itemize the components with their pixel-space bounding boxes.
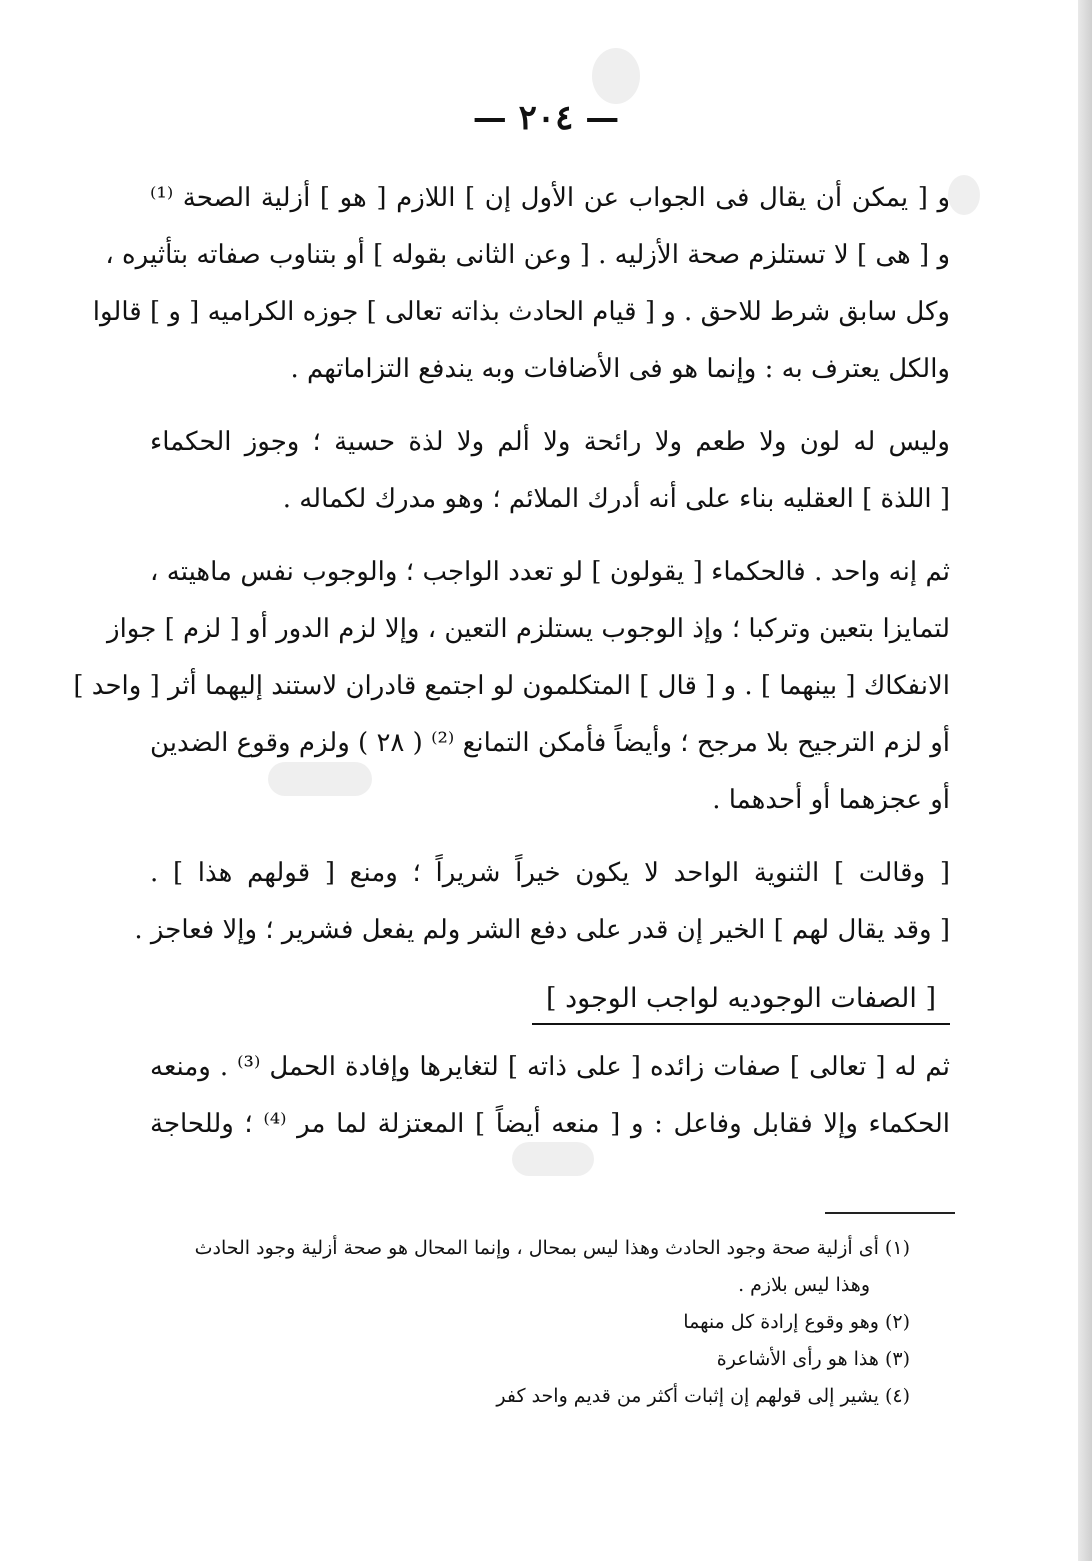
text-line: و [ هى ] لا تستلزم صحة الأزليه . [ وعن الثانى بقوله ] أو بتناوب صفاته بتأثيره ،	[105, 240, 950, 270]
page-number: — ٢٠٤ —	[472, 98, 620, 138]
footnote: (١) أى أزلية صحة وجود الحادث وهذا ليس بمحال ، وإنما المحال هو صحة أزلية وجود الحادث	[194, 1237, 910, 1259]
text-line: أو عجزهما أو أحدهما .	[712, 785, 950, 815]
text-line: الحكماء وإلا فقابل وفاعل : و [ منعه أيضاً ] المعتزلة لما مر ⁽⁴⁾ ؛ وللحاجة	[150, 1109, 951, 1139]
scan-smudge	[592, 48, 640, 104]
text-line: [ وقد يقال لهم ] الخير إن قدر على دفع الشر ولم يفعل فشرير ؛ وإلا فعاجز .	[134, 915, 950, 945]
scan-smudge	[948, 175, 980, 215]
text-line: الانفكاك [ بينهما ] . و [ قال ] المتكلمون لو اجتمع قادران لاستند إليهما أثر [ واحد ]	[73, 671, 950, 701]
footnote: (٣) هذا هو رأى الأشاعرة	[716, 1348, 910, 1370]
text-line: لتمايزا بتعين وتركبا ؛ وإذ الوجوب يستلزم التعين ، وإلا لزم الدور أو [ لزم ] جواز	[107, 614, 950, 644]
paragraph	[150, 414, 950, 528]
main-text	[73, 170, 951, 1169]
footnotes	[150, 1230, 910, 1415]
text-line: وكل سابق شرط للاحق . و [ قيام الحادث بذاته تعالى ] جوزه الكراميه [ و ] قالوا	[92, 297, 950, 327]
section-heading: [ الصفات الوجوديه لواجب الوجود ]	[532, 975, 950, 1025]
text-line: ثم له [ تعالى ] صفات زائده [ على ذاته ] لتغايرها وإفادة الحمل ⁽³⁾ . ومنعه	[150, 1052, 950, 1082]
footnote: (٤) يشير إلى قولهم إن إثبات أكثر من قديم واحد كفر	[496, 1385, 910, 1407]
text-line: ثم إنه واحد . فالحكماء [ يقولون ] لو تعدد الواجب ؛ والوجوب نفس ماهيته ،	[150, 557, 950, 587]
paragraph	[134, 845, 950, 959]
paragraph	[150, 1039, 950, 1153]
footnote: (٢) وهو وقوع إرادة كل منهما	[683, 1311, 910, 1333]
text-line: أو لزم الترجيح بلا مرجح ؛ وأيضاً فأمكن التمانع ⁽²⁾ ( ٢٨ ) ولزم وقوع الضدين	[150, 728, 950, 758]
text-line: و [ يمكن أن يقال فى الجواب عن الأول إن ] اللازم [ هو ] أزلية الصحة ⁽¹⁾	[150, 183, 950, 213]
page-edge-shadow	[1078, 0, 1092, 1561]
text-line: وليس له لون ولا طعم ولا رائحة ولا ألم ولا لذة حسية ؛ وجوز الحكماء	[150, 427, 950, 457]
text-line: [ وقالت ] الثنوية الواحد لا يكون خيراً شريراً ؛ ومنع [ قولهم هذا ] .	[150, 858, 950, 888]
text-line: [ اللذة ] العقليه بناء على أنه أدرك الملائم ؛ وهو مدرك لكماله .	[282, 484, 950, 514]
text-line: والكل يعترف به : وإنما هو فى الأضافات وبه يندفع التزاماتهم .	[290, 354, 950, 384]
section-heading-wrap	[150, 975, 950, 1025]
footnote-separator	[825, 1212, 955, 1214]
paragraph	[92, 170, 950, 398]
footnote-continuation: وهذا ليس بلازم .	[738, 1274, 870, 1296]
paragraph	[73, 544, 950, 829]
